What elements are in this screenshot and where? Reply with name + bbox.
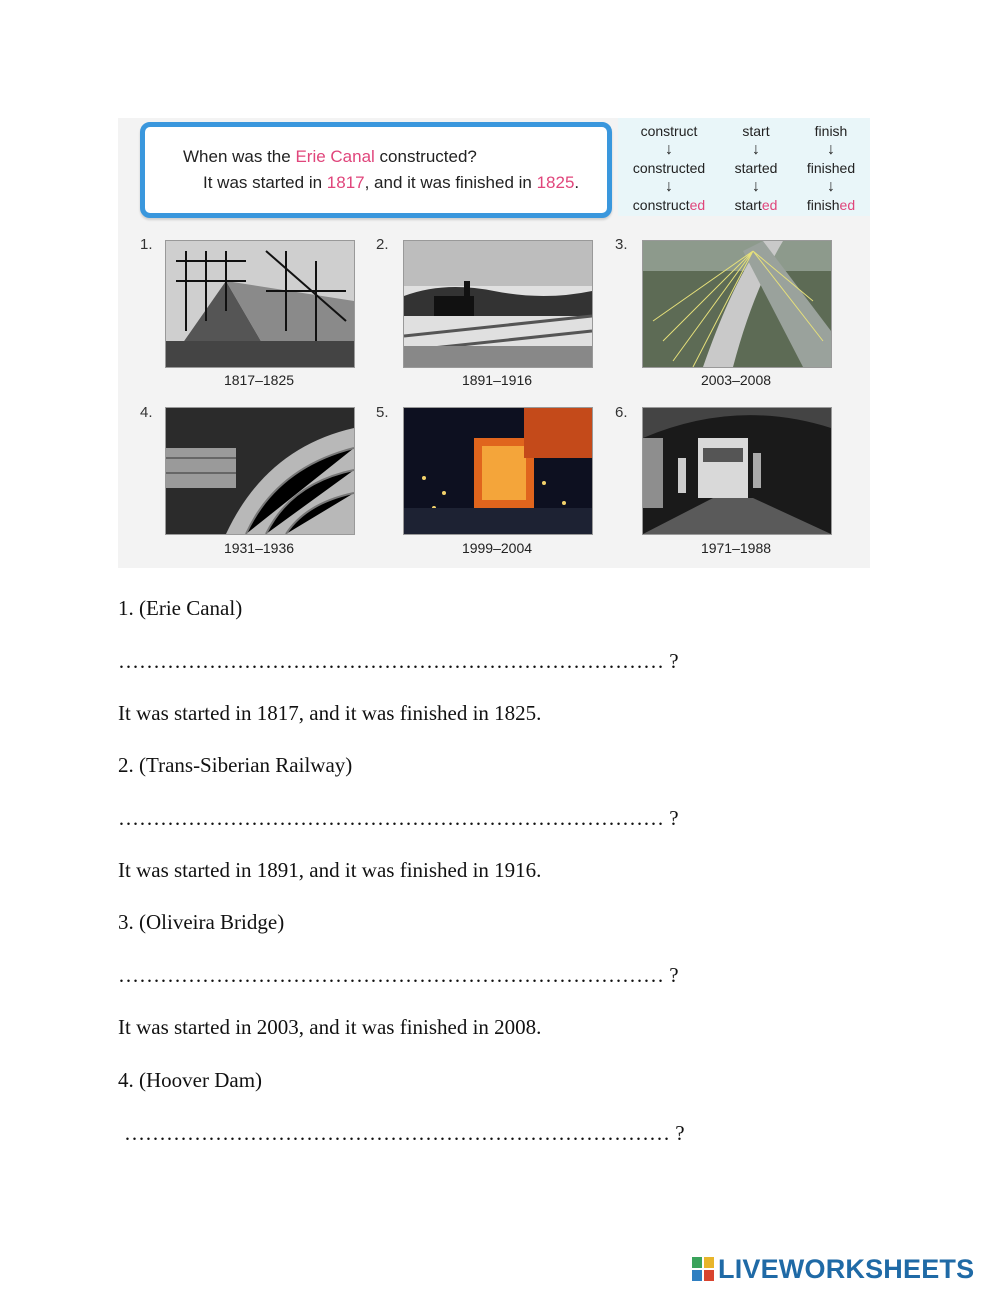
highlighted-name: Erie Canal xyxy=(295,147,375,166)
answer-blank[interactable]: …………………………………………………………………… ? xyxy=(118,806,679,830)
verb-past-highlight: finished xyxy=(806,197,856,213)
start-year: 1817 xyxy=(326,173,365,192)
photo-years: 1971–1988 xyxy=(700,540,772,556)
photo-number: 2. xyxy=(376,236,389,253)
verb-base: finish xyxy=(814,123,848,139)
question-box xyxy=(140,122,612,218)
photo-hoover-dam xyxy=(165,407,355,535)
arrow-down-icon: ↓ xyxy=(827,140,835,158)
verb-past-highlight: started xyxy=(734,197,778,213)
liveworksheets-brand xyxy=(692,1253,974,1285)
question-text: constructed? xyxy=(374,147,477,166)
answer-text: , and it was finished in xyxy=(364,173,537,192)
answer-sentence: It was started in 1891, and it was finished in 1916. xyxy=(118,858,542,882)
verb-table xyxy=(618,118,870,216)
item-label: 4. (Hoover Dam) xyxy=(118,1068,263,1092)
answer-blank[interactable]: …………………………………………………………………… ? xyxy=(118,963,679,987)
photo-tunnel xyxy=(642,407,832,535)
question-text: When was the xyxy=(183,147,296,166)
answer-line xyxy=(203,173,579,193)
photo-years: 1999–2004 xyxy=(461,540,533,556)
verb-past: constructed xyxy=(632,160,706,176)
answer-sentence: It was started in 2003, and it was finished in 2008. xyxy=(118,1015,542,1039)
answer-blank[interactable]: …………………………………………………………………… ? xyxy=(118,649,679,673)
verb-base: construct xyxy=(640,123,698,139)
finish-year: 1825 xyxy=(536,173,575,192)
item-label: 1. (Erie Canal) xyxy=(118,596,243,620)
photo-number: 5. xyxy=(376,404,389,421)
photo-trans-siberian-railway xyxy=(403,240,593,368)
answer-text: . xyxy=(574,173,580,192)
photo-oliveira-bridge xyxy=(642,240,832,368)
verb-column-construct xyxy=(624,122,714,215)
photo-night-construction xyxy=(403,407,593,535)
photo-number: 1. xyxy=(140,236,153,253)
photo-number: 3. xyxy=(615,236,628,253)
verb-past-highlight: constructed xyxy=(632,197,706,213)
photo-years: 1891–1916 xyxy=(461,372,533,388)
brand-name: LIVEWORKSHEETS xyxy=(718,1253,975,1284)
photo-erie-canal xyxy=(165,240,355,368)
arrow-down-icon: ↓ xyxy=(665,177,673,195)
arrow-down-icon: ↓ xyxy=(827,177,835,195)
verb-past: finished xyxy=(806,160,856,176)
verb-base: start xyxy=(742,123,770,139)
verb-past: started xyxy=(734,160,778,176)
liveworksheets-logo-icon xyxy=(692,1257,714,1281)
item-label: 3. (Oliveira Bridge) xyxy=(118,910,285,934)
answer-text: It was started in xyxy=(203,173,327,192)
answer-sentence: It was started in 1817, and it was finished in 1825. xyxy=(118,701,542,725)
verb-column-finish xyxy=(786,122,876,215)
item-label: 2. (Trans-Siberian Railway) xyxy=(118,753,353,777)
arrow-down-icon: ↓ xyxy=(665,140,673,158)
photo-number: 6. xyxy=(615,404,628,421)
photo-years: 2003–2008 xyxy=(700,372,772,388)
photo-years: 1931–1936 xyxy=(223,540,295,556)
question-line xyxy=(183,147,477,167)
photo-years: 1817–1825 xyxy=(223,372,295,388)
photo-number: 4. xyxy=(140,404,153,421)
answer-blank[interactable]: …………………………………………………………………… ? xyxy=(124,1121,685,1145)
arrow-down-icon: ↓ xyxy=(752,177,760,195)
textbook-figure xyxy=(118,118,870,568)
arrow-down-icon: ↓ xyxy=(752,140,760,158)
